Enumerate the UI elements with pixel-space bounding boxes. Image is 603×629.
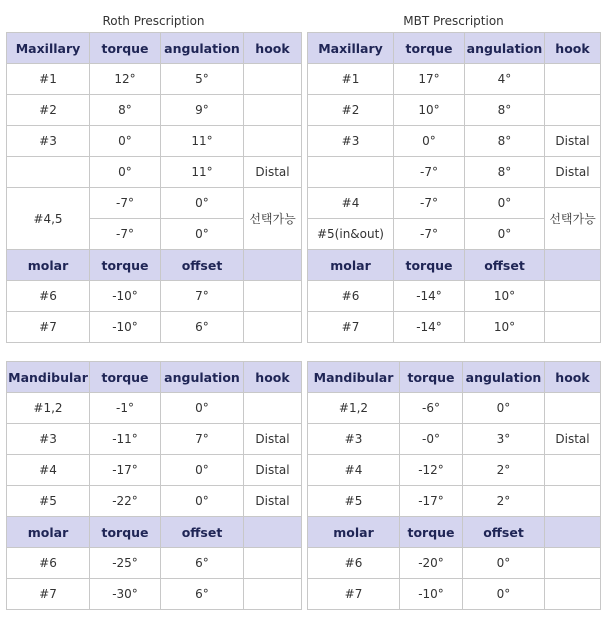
torque-cell: -25°	[90, 548, 161, 579]
header-row	[308, 362, 601, 393]
tooth-cell	[308, 157, 394, 188]
roth-caption: Roth Prescription	[102, 14, 205, 28]
table-row	[308, 281, 601, 312]
torque-cell: 10°	[394, 95, 465, 126]
torque-cell: -7°	[394, 219, 465, 250]
torque-cell: -22°	[90, 486, 161, 517]
header-cell: Mandibular	[308, 362, 400, 393]
header-cell: hook	[244, 33, 302, 64]
torque-cell: -1°	[90, 393, 161, 424]
torque-cell: 0°	[394, 126, 465, 157]
header-cell: angulation	[465, 33, 545, 64]
molar-header-row	[308, 250, 601, 281]
hook-cell	[244, 95, 302, 126]
table-row	[308, 64, 601, 95]
tooth-cell: #1	[7, 64, 90, 95]
table-row	[7, 95, 302, 126]
header-cell: hook	[545, 33, 601, 64]
angulation-cell: 0°	[161, 455, 244, 486]
table-row	[308, 95, 601, 126]
offset-cell: 10°	[465, 281, 545, 312]
table-row	[7, 393, 302, 424]
hook-cell	[545, 455, 601, 486]
tooth-cell: #4	[308, 455, 400, 486]
angulation-cell: 5°	[161, 64, 244, 95]
tooth-cell: #6	[7, 281, 90, 312]
torque-cell: -6°	[400, 393, 463, 424]
tooth-cell: #6	[308, 281, 394, 312]
angulation-cell: 0°	[161, 219, 244, 250]
hook-cell	[545, 579, 601, 610]
table-row	[308, 486, 601, 517]
angulation-cell: 0°	[161, 188, 244, 219]
tooth-cell: #7	[308, 579, 400, 610]
hook-cell	[545, 64, 601, 95]
roth-mandibular-table	[6, 361, 302, 610]
header-row	[7, 362, 302, 393]
angulation-cell: 0°	[465, 219, 545, 250]
header-cell	[244, 517, 302, 548]
tooth-cell: #7	[7, 579, 90, 610]
angulation-cell: 4°	[465, 64, 545, 95]
tooth-cell: #3	[7, 126, 90, 157]
torque-cell: 0°	[90, 126, 161, 157]
header-cell: torque	[400, 362, 463, 393]
hook-cell	[244, 312, 302, 343]
tooth-cell: #7	[308, 312, 394, 343]
molar-header-row	[7, 250, 302, 281]
angulation-cell: 2°	[463, 455, 545, 486]
offset-cell: 6°	[161, 548, 244, 579]
tooth-cell: #1	[308, 64, 394, 95]
hook-cell	[244, 281, 302, 312]
hook-cell: Distal	[244, 157, 302, 188]
tooth-cell: #1,2	[7, 393, 90, 424]
header-cell: torque	[400, 517, 463, 548]
hook-cell	[545, 95, 601, 126]
offset-cell: 7°	[161, 281, 244, 312]
molar-header-row	[7, 517, 302, 548]
header-cell: hook	[244, 362, 302, 393]
tooth-cell: #5(in&out)	[308, 219, 394, 250]
torque-cell: -14°	[394, 281, 465, 312]
angulation-cell: 2°	[463, 486, 545, 517]
table-row	[308, 579, 601, 610]
header-cell: Maxillary	[308, 33, 394, 64]
header-cell: molar	[7, 250, 90, 281]
hook-cell: Distal	[244, 424, 302, 455]
torque-cell: -10°	[90, 281, 161, 312]
table-row	[7, 424, 302, 455]
tooth-cell: #2	[7, 95, 90, 126]
hook-cell: Distal	[244, 455, 302, 486]
torque-cell: 12°	[90, 64, 161, 95]
offset-cell: 6°	[161, 579, 244, 610]
offset-cell: 10°	[465, 312, 545, 343]
table-row	[308, 393, 601, 424]
molar-header-row	[308, 517, 601, 548]
torque-cell: -17°	[400, 486, 463, 517]
torque-cell: -30°	[90, 579, 161, 610]
table-row	[7, 579, 302, 610]
torque-cell: 17°	[394, 64, 465, 95]
tooth-cell: #1,2	[308, 393, 400, 424]
hook-cell: Distal	[545, 126, 601, 157]
roth-maxillary-table	[6, 32, 302, 343]
torque-cell: -11°	[90, 424, 161, 455]
hook-cell	[244, 393, 302, 424]
table-row	[7, 64, 302, 95]
header-cell: torque	[90, 362, 161, 393]
table-row	[7, 188, 302, 219]
offset-cell: 6°	[161, 312, 244, 343]
tooth-cell: #2	[308, 95, 394, 126]
tooth-cell: #3	[308, 424, 400, 455]
header-cell: offset	[463, 517, 545, 548]
torque-cell: -10°	[90, 312, 161, 343]
hook-cell: Distal	[244, 486, 302, 517]
hook-cell	[545, 548, 601, 579]
angulation-cell: 0°	[465, 188, 545, 219]
hook-cell	[545, 281, 601, 312]
torque-cell: -20°	[400, 548, 463, 579]
header-row	[7, 33, 302, 64]
header-cell	[244, 250, 302, 281]
header-cell: angulation	[161, 362, 244, 393]
angulation-cell: 11°	[161, 157, 244, 188]
hook-cell: Distal	[545, 424, 601, 455]
mbt-caption: MBT Prescription	[403, 14, 504, 28]
angulation-cell: 9°	[161, 95, 244, 126]
header-cell	[545, 250, 601, 281]
angulation-cell: 8°	[465, 95, 545, 126]
header-cell: hook	[545, 362, 601, 393]
hook-cell	[545, 393, 601, 424]
angulation-cell: 8°	[465, 126, 545, 157]
header-cell: angulation	[463, 362, 545, 393]
torque-cell: -14°	[394, 312, 465, 343]
angulation-cell: 7°	[161, 424, 244, 455]
header-cell: Mandibular	[7, 362, 90, 393]
header-cell: torque	[394, 250, 465, 281]
table-row	[7, 486, 302, 517]
tooth-cell: #4	[7, 455, 90, 486]
tooth-cell	[7, 157, 90, 188]
offset-cell: 0°	[463, 548, 545, 579]
header-cell: offset	[161, 517, 244, 548]
torque-cell: -7°	[394, 157, 465, 188]
angulation-cell: 0°	[161, 393, 244, 424]
header-cell: molar	[308, 250, 394, 281]
offset-cell: 0°	[463, 579, 545, 610]
header-cell: angulation	[161, 33, 244, 64]
torque-cell: 0°	[90, 157, 161, 188]
table-row	[7, 157, 302, 188]
hook-cell: 선택가능	[244, 188, 302, 250]
header-cell: molar	[308, 517, 400, 548]
torque-cell: -12°	[400, 455, 463, 486]
hook-cell	[244, 548, 302, 579]
torque-cell: -7°	[90, 188, 161, 219]
table-row	[7, 281, 302, 312]
angulation-cell: 11°	[161, 126, 244, 157]
header-cell: Maxillary	[7, 33, 90, 64]
mbt-mandibular-table	[307, 361, 601, 610]
header-row	[308, 33, 601, 64]
table-row	[7, 548, 302, 579]
torque-cell: -10°	[400, 579, 463, 610]
angulation-cell: 0°	[463, 393, 545, 424]
header-cell: torque	[90, 250, 161, 281]
tooth-cell: #3	[7, 424, 90, 455]
tooth-cell: #7	[7, 312, 90, 343]
torque-cell: -17°	[90, 455, 161, 486]
angulation-cell: 3°	[463, 424, 545, 455]
hook-cell	[244, 64, 302, 95]
torque-cell: -0°	[400, 424, 463, 455]
header-cell	[545, 517, 601, 548]
table-row	[7, 312, 302, 343]
hook-cell	[244, 126, 302, 157]
table-row	[308, 424, 601, 455]
table-row	[7, 455, 302, 486]
hook-cell: 선택가능	[545, 188, 601, 250]
tooth-cell: #3	[308, 126, 394, 157]
table-row	[308, 126, 601, 157]
torque-cell: 8°	[90, 95, 161, 126]
tooth-cell: #6	[308, 548, 400, 579]
table-row	[308, 188, 601, 219]
header-cell: torque	[394, 33, 465, 64]
table-row	[308, 455, 601, 486]
tooth-cell: #4	[308, 188, 394, 219]
header-cell: molar	[7, 517, 90, 548]
hook-cell	[545, 486, 601, 517]
header-cell: offset	[161, 250, 244, 281]
header-cell: torque	[90, 517, 161, 548]
table-row	[308, 548, 601, 579]
tooth-cell: #5	[308, 486, 400, 517]
tooth-cell: #4,5	[7, 188, 90, 250]
angulation-cell: 0°	[161, 486, 244, 517]
mbt-maxillary-table	[307, 32, 601, 343]
torque-cell: -7°	[394, 188, 465, 219]
torque-cell: -7°	[90, 219, 161, 250]
tooth-cell: #5	[7, 486, 90, 517]
table-row	[7, 126, 302, 157]
header-cell: torque	[90, 33, 161, 64]
hook-cell	[545, 312, 601, 343]
hook-cell	[244, 579, 302, 610]
table-row	[308, 312, 601, 343]
hook-cell: Distal	[545, 157, 601, 188]
tooth-cell: #6	[7, 548, 90, 579]
angulation-cell: 8°	[465, 157, 545, 188]
header-cell: offset	[465, 250, 545, 281]
table-row	[308, 157, 601, 188]
